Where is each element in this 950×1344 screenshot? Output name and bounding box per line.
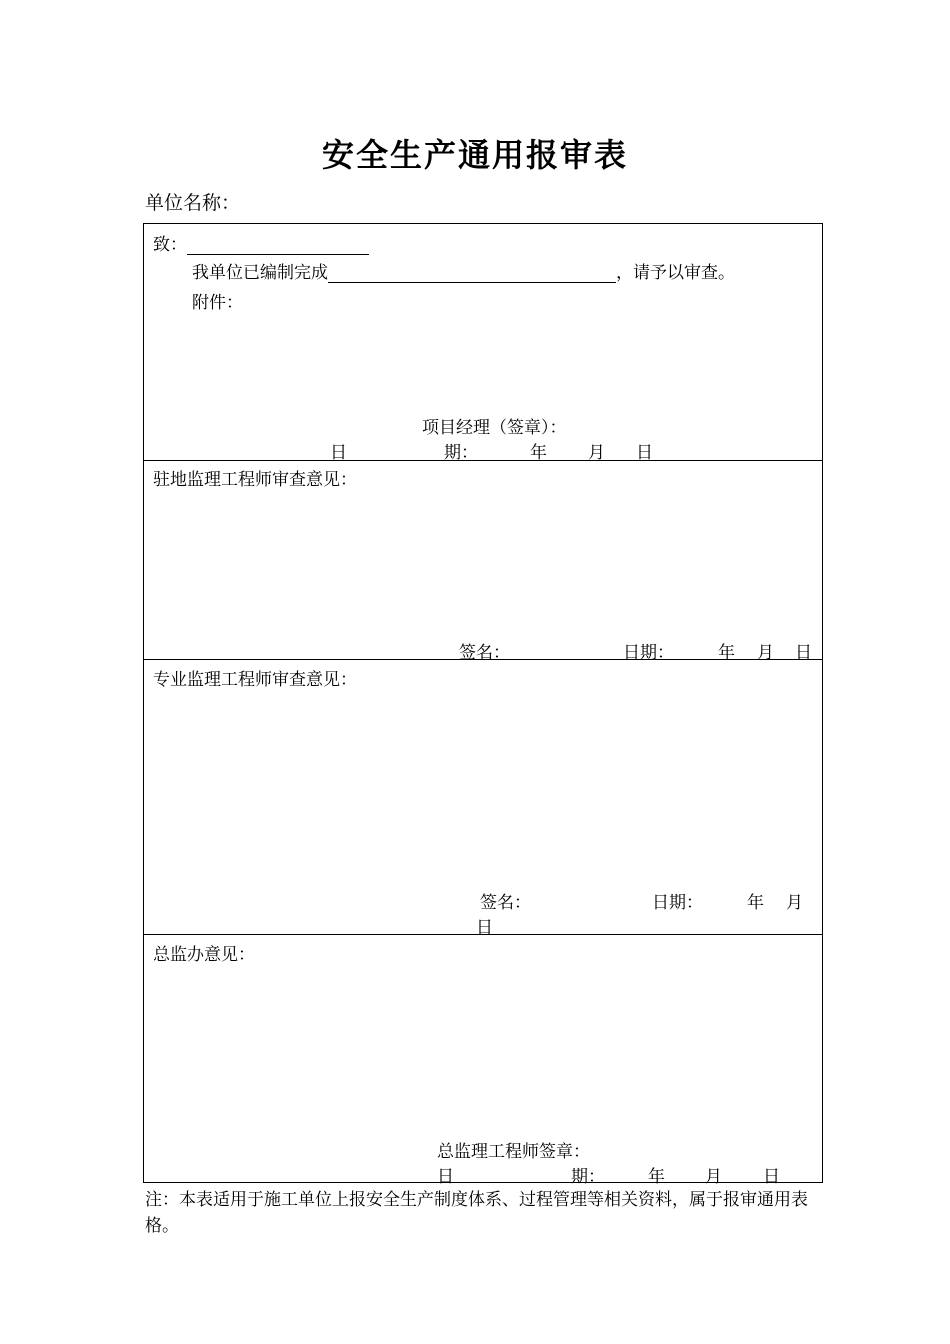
chief-date-qi: 期：	[571, 1167, 605, 1187]
compiled-line	[192, 258, 735, 283]
chief-office-heading: 总监办意见：	[153, 945, 255, 965]
chief-date-ri: 日	[437, 1167, 454, 1187]
manager-sign-label: 项目经理（签章）：	[422, 418, 567, 438]
page-title: 安全生产通用报审表	[321, 136, 628, 174]
resident-sign-label: 签名：	[459, 643, 510, 663]
recipient-blank[interactable]	[187, 236, 369, 255]
compiled-prefix: 我单位已编制完成	[192, 263, 328, 283]
row-divider	[143, 460, 823, 461]
specialist-date-label: 日期：	[652, 893, 703, 913]
document-name-blank[interactable]	[328, 264, 616, 283]
date-qi: 期：	[444, 443, 478, 463]
specialist-date-day: 日	[476, 918, 493, 938]
chief-date-year: 年	[648, 1167, 665, 1187]
date-month: 月	[588, 443, 605, 463]
compiled-suffix: ，请予以审查。	[616, 263, 735, 283]
resident-supervisor-heading: 驻地监理工程师审查意见：	[153, 470, 357, 490]
chief-date-day: 日	[763, 1167, 780, 1187]
to-label: 致：	[153, 235, 187, 255]
date-day: 日	[636, 443, 653, 463]
footer-note: 注：本表适用于施工单位上报安全生产制度体系、过程管理等相关资料，属于报审通用表格。	[145, 1190, 808, 1236]
attachment-label: 附件：	[192, 293, 243, 313]
specialist-date-year: 年	[747, 893, 764, 913]
form-table	[143, 223, 823, 1183]
chief-sign-label: 总监理工程师签章：	[437, 1142, 590, 1162]
date-ri: 日	[330, 443, 347, 463]
specialist-sign-label: 签名：	[480, 893, 531, 913]
chief-date-month: 月	[705, 1167, 722, 1187]
resident-date-month: 月	[757, 643, 774, 663]
unit-name-label: 单位名称：	[145, 192, 241, 214]
resident-date-day: 日	[795, 643, 812, 663]
to-line	[153, 230, 369, 255]
resident-date-year: 年	[718, 643, 735, 663]
specialist-supervisor-heading: 专业监理工程师审查意见：	[153, 670, 357, 690]
date-year: 年	[530, 443, 547, 463]
specialist-date-month: 月	[786, 893, 803, 913]
resident-date-label: 日期：	[623, 643, 674, 663]
